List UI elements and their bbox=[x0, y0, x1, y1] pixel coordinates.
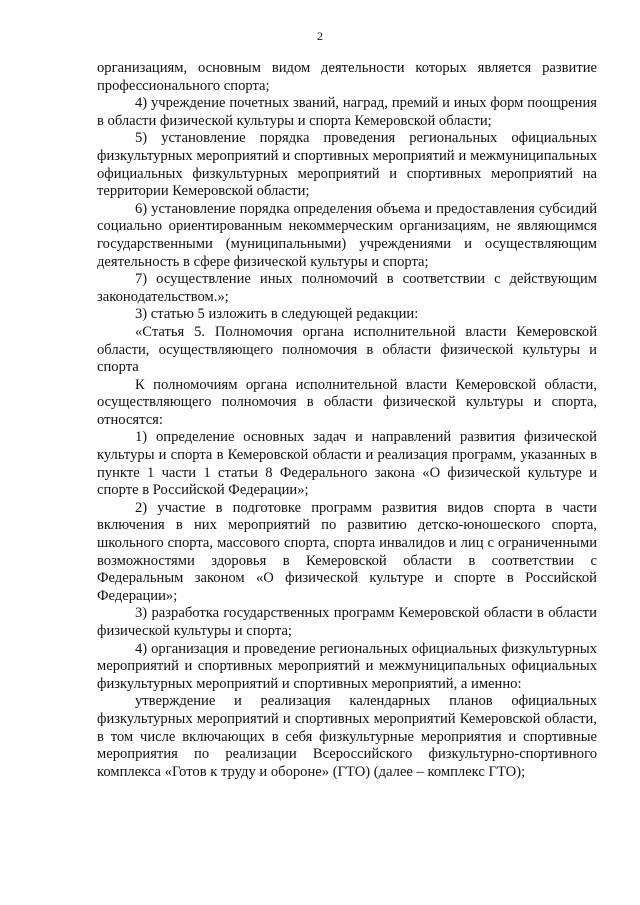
paragraph-amendment-article-5: 3) статью 5 изложить в следующей редакции: bbox=[135, 306, 419, 323]
paragraph-item-6-subsidies: 6) установление порядка определения объема и предоставления субсидий социально ориентированным некоммерческим организациям, не являющимся государственными (муниципальными) учреждениями и осуществляющим деятельность в сфере физической культуры и спорта; bbox=[97, 200, 597, 270]
paragraph-power-4-calendar-plans: утверждение и реализация календарных планов официальных физкультурных мероприятий и спортивных мероприятий Кемеровской области, в том числе включающих в себя физкультурные мероприятия и спортивные мероприятия по реализации Всероссийского физкультурно-спортивного комплекса «Готов к труду и обороне» (ГТО) (далее – комплекс ГТО); bbox=[97, 693, 597, 780]
paragraph-article-5-title: «Статья 5. Полномочия органа исполнительной власти Кемеровской области, осуществляющего полномочия в области физической культуры и спорта bbox=[97, 323, 597, 376]
paragraph-item-7-other-powers: 7) осуществление иных полномочий в соответствии с действующим законодательством.»; bbox=[97, 271, 597, 305]
paragraph-power-3: 3) разработка государственных программ Кемеровской области в области физической культуры и спорта; bbox=[97, 605, 597, 639]
paragraph-item-4-awards: 4) учреждение почетных званий, наград, премий и иных форм поощрения в области физической культуры и спорта Кемеровской области; bbox=[97, 95, 597, 129]
paragraph-item-5-events-procedure: 5) установление порядка проведения региональных официальных физкультурных мероприятий и спортивных мероприятий и межмуниципальных официальных физкультурных мероприятий и спортивных мероприятий на территории Кемеровской области; bbox=[97, 130, 597, 200]
paragraph-power-4: 4) организация и проведение региональных официальных физкультурных мероприятий и спортивных мероприятий и межмуниципальных официальных физкультурных мероприятий и спортивных мероприятий, а именно: bbox=[97, 640, 597, 692]
paragraph-continuation: организациям, основным видом деятельности которых является развитие профессионального спорта; bbox=[97, 60, 597, 94]
page-number: 2 bbox=[317, 29, 323, 43]
paragraph-powers-intro: К полномочиям органа исполнительной власти Кемеровской области, осуществляющего полномочия в области физической культуры и спорта, относятся: bbox=[97, 376, 597, 428]
paragraph-power-1: 1) определение основных задач и направлений развития физической культуры и спорта в Кемеровской области и реализация программ, указанных в пункте 1 части 1 статьи 8 Федерального закона «О физической культуре и спорте в Российской Федерации»; bbox=[97, 429, 597, 499]
paragraph-power-2: 2) участие в подготовке программ развития видов спорта в части включения в них мероприятий по развитию детско-юношеского спорта, школьного спорта, массового спорта, спорта инвалидов и лиц с ограниченными возможностями здоровья в Кемеровской области в соответствии с Федеральным законом «О физической культуре и спорте в Российской Федерации»; bbox=[97, 499, 597, 604]
document-body bbox=[97, 60, 597, 781]
